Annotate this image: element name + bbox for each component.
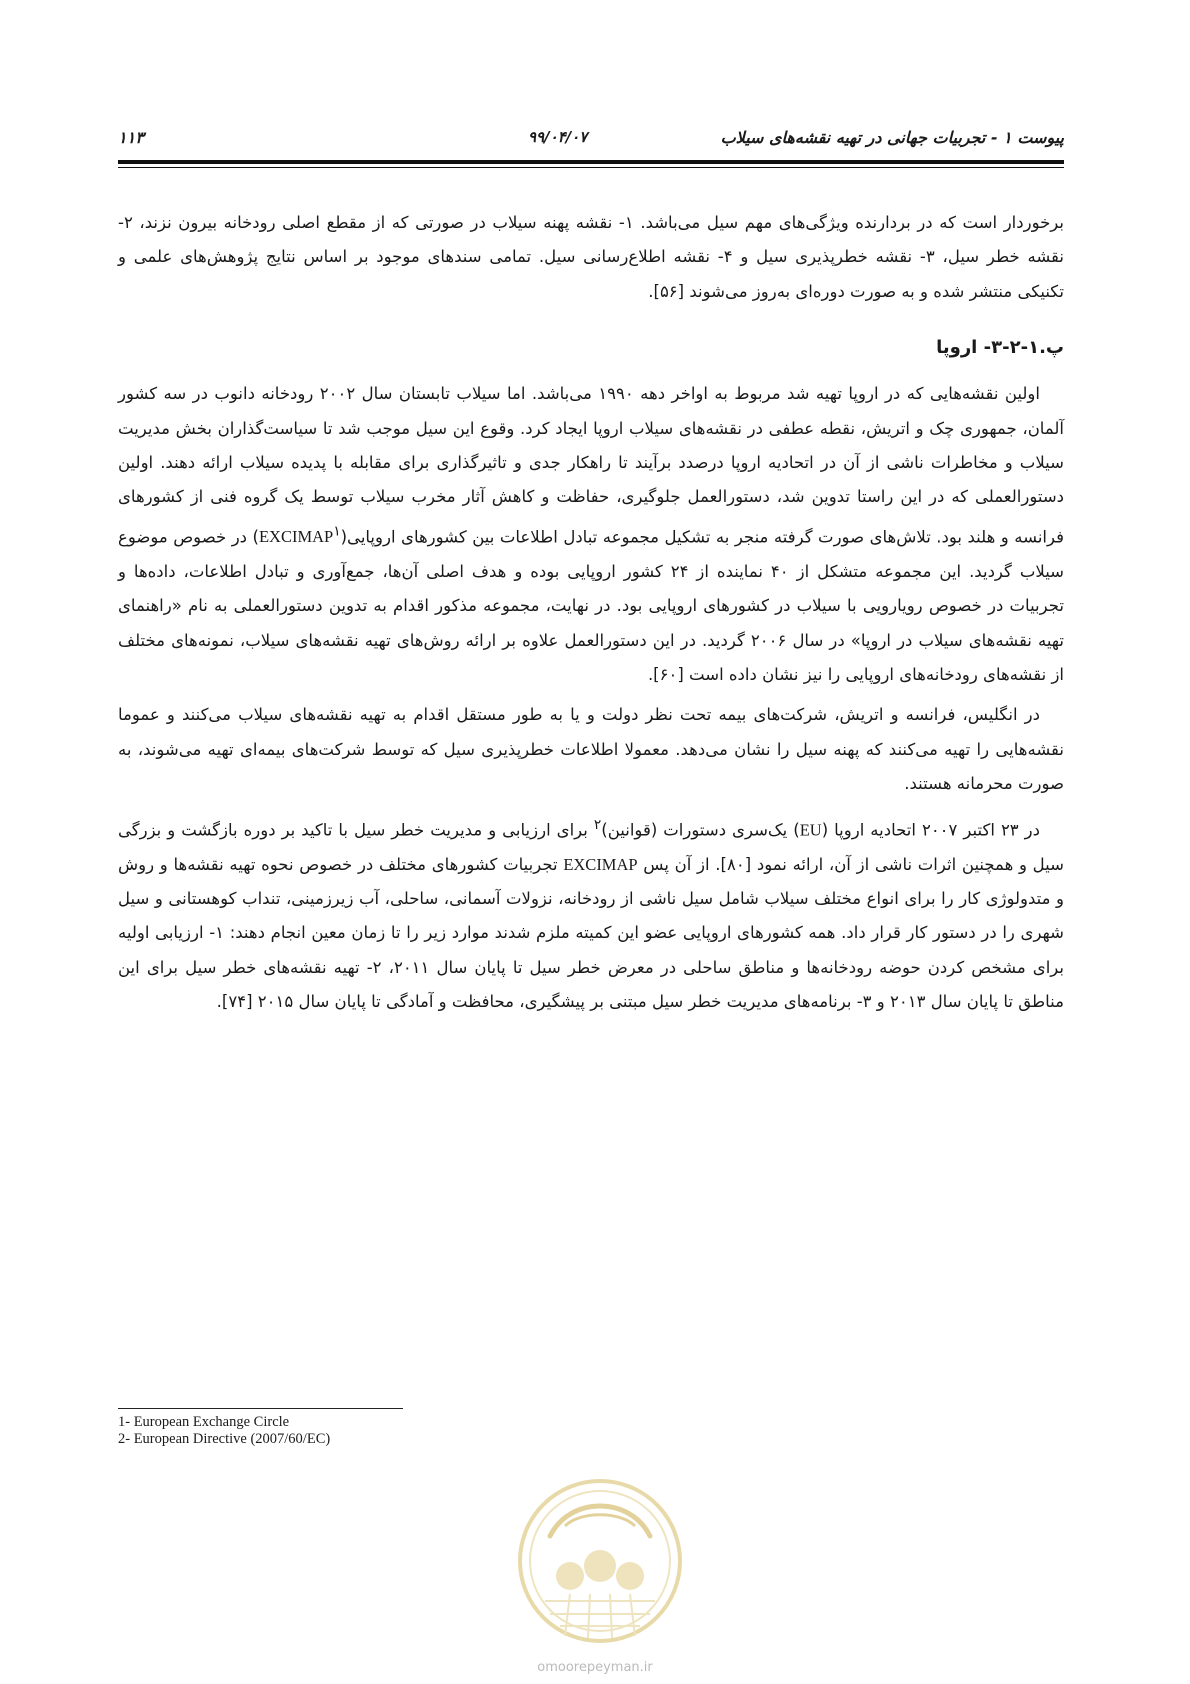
text-segment: ) در خصوص موضوع سیلاب گردید. این مجموعه متشکل از ۴۰ نماینده از ۲۴ کشور اروپایی بوده و هدف اصلی آن‌ها، جمع‌آوری و تبادل اطلاعات، داده‌ها و تجربیات در خصوص رویارویی با سیلاب در کشورهای اروپایی بود. در نهایت، مجموعه مذکور اقدام به تدوین دستورالعملی به نام «راهنمای تهیه نقشه‌های سیلاب در اروپا» در سال ۲۰۰۶ گردید. در این دستورالعمل علاوه بر ارائه روش‌های تهیه نقشه‌های سیلاب، نمونه‌های مختلف از نقشه‌های رودخانه‌های اروپایی را نیز نشان داده است [۶۰]. bbox=[118, 527, 1065, 684]
footnote-1: 1- European Exchange Circle bbox=[118, 1414, 290, 1430]
term-eu: EU bbox=[799, 820, 822, 840]
section-heading: پ.۱-۲-۳- اروپا bbox=[936, 337, 1064, 359]
page-header bbox=[118, 118, 1064, 158]
term-excimap: EXCIMAP$^۱$ bbox=[258, 523, 341, 547]
footnote-2: 2- European Directive (2007/60/EC) bbox=[118, 1431, 331, 1447]
text-segment: در ۲۳ اکتبر ۲۰۰۷ اتحادیه اروپا ( bbox=[821, 820, 1040, 840]
main-content bbox=[118, 206, 1064, 1020]
header-rule-thick bbox=[118, 160, 1064, 164]
footnotes bbox=[118, 1414, 518, 1448]
watermark-url: omoorepeyman.ir bbox=[537, 1660, 653, 1675]
paragraph-insurance: در انگلیس، فرانسه و اتریش، شرکت‌های بیمه تحت نظر دولت و یا به طور مستقل اقدام به تهیه نقشه‌های سیلاب می‌کنند و عموما نقشه‌هایی را تهیه می‌کنند که پهنه سیل را نشان می‌دهد. معمولا اطلاعات خطرپذیری سیل که توسط شرکت‌های بیمه‌ای تهیه می‌شوند، به صورت محرمانه هستند. bbox=[118, 705, 1064, 794]
text-segment: ) یک‌سری دستورات (قوانین) bbox=[601, 820, 800, 840]
footnote-ref-1: ۱ bbox=[333, 523, 341, 539]
footnote-rule bbox=[118, 1408, 403, 1409]
text-segment: برای ارزیابی و مدیریت خطر سیل با تاکید بر دوره بازگشت و بزرگی سیل و همچنین اثرات ناشی از آن، ارائه نمود [۸۰]. از آن پس bbox=[118, 820, 1064, 874]
watermark-logo bbox=[510, 1466, 690, 1666]
header-rule-thin bbox=[118, 167, 1064, 168]
paragraph-europe-history bbox=[118, 377, 1064, 692]
footnote-ref-2: ۲ bbox=[593, 816, 602, 833]
paragraph-eu-directive bbox=[118, 808, 1064, 1020]
text-segment: اولین نقشه‌هایی که در اروپا تهیه شد مربوط به اواخر دهه ۱۹۹۰ می‌باشد. اما سیلاب تابستان سال ۲۰۰۲ رودخانه دانوب در سه کشور آلمان، جمهوری چک و اتریش، نقطه عطفی در نقشه‌های سیلاب اروپا ایجاد کرد. وقوع این سیل موجب شد تا سیاست‌گذاران بخش مدیریت سیلاب و مخاطرات ناشی از آن در اتحادیه اروپا درصدد برآیند تا راهکار جدی و تاثیرگذاری برای مقابله با پدیده سیلاب ارائه دهند. اولین دستورالعملی که در این راستا تدوین شد، دستورالعمل جلوگیری، حفاظت و کاهش آثار مخرب سیلاب توسط یک گروه فنی از کشورهای فرانسه و هلند بود. تلاش‌های صورت گرفته منجر به تشکیل مجموعه تبادل اطلاعات بین کشورهای اروپایی( bbox=[118, 384, 1064, 547]
term-excimap: EXCIMAP bbox=[563, 854, 638, 874]
header-title: پیوست ۱ - تجربیات جهانی در تهیه نقشه‌های سیلاب bbox=[720, 128, 1064, 147]
text-segment: تجربیات کشورهای مختلف در خصوص نحوه تهیه نقشه‌ها و روش و متدولوژی کار را برای انواع مختلف سیلاب شامل سیل ناشی از رودخانه، نزولات آسمانی، ساحلی، آب زیرزمینی، تنداب کوهستانی و سیل شهری را در دستور کار قرار داد. همه کشورهای اروپایی عضو این کمیته ملزم شدند موارد زیر را تا زمان معین انجام دهند: ۱- ارزیابی اولیه برای مشخص کردن حوضه رودخانه‌ها و مناطق ساحلی در معرض خطر سیل تا پایان سال ۲۰۱۱، ۲- تهیه نقشه‌های خطر سیل برای این مناطق تا پایان سال ۲۰۱۳ و ۳- برنامه‌های مدیریت خطر سیل مبتنی بر پیشگیری، محافظت و آمادگی تا پایان سال ۲۰۱۵ [۷۴]. bbox=[118, 854, 1064, 1012]
paragraph-intro: برخوردار است که در بردارنده ویژگی‌های مهم سیل می‌باشد. ۱- نقشه پهنه سیلاب در صورتی که از مقطع اصلی رودخانه بیرون نزند، ۲- نقشه خطر سیل، ۳- نقشه خطرپذیری سیل و ۴- نقشه اطلاع‌رسانی سیل. تمامی سندهای موجود بر اساس نتایج پژوهش‌های علمی و تکنیکی منتشر شده و به صورت دوره‌ای به‌روز می‌شوند [۵۶]. bbox=[118, 213, 1065, 301]
page-number: ۱۱۳ bbox=[118, 128, 144, 147]
header-date: ۹۹/۰۴/۰۷ bbox=[528, 128, 588, 146]
